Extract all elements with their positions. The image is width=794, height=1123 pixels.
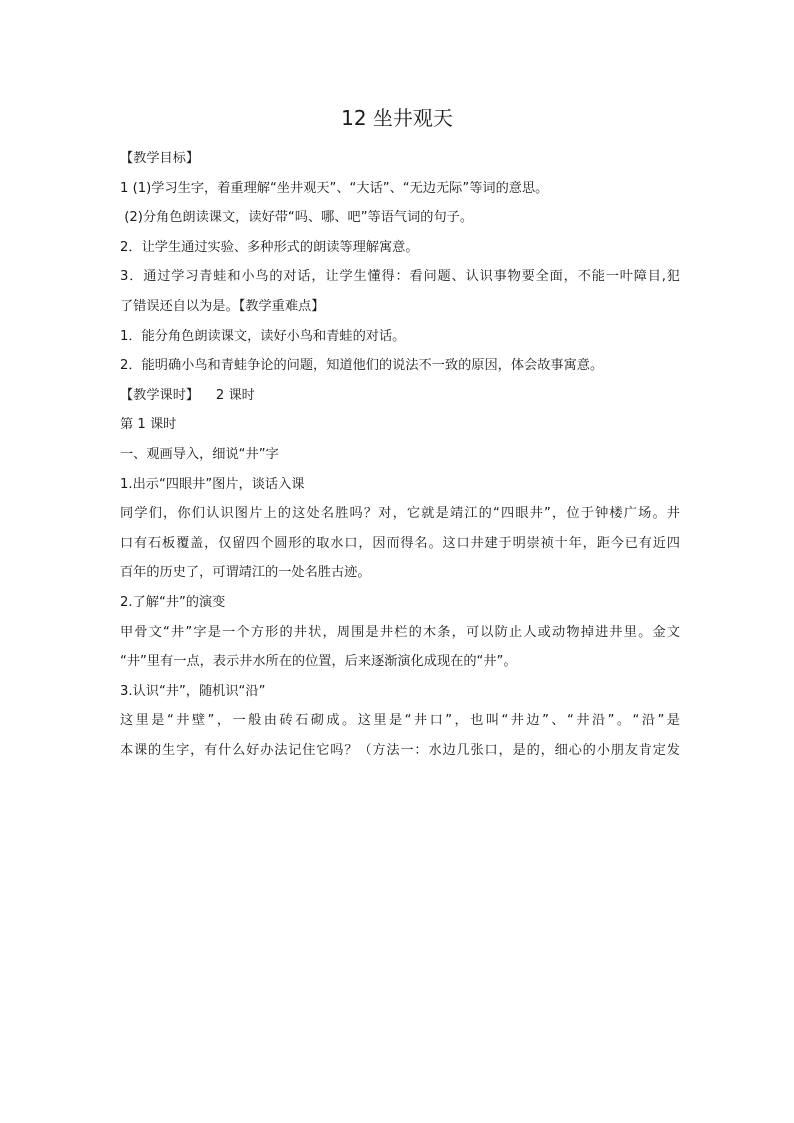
paragraph-3-line-2: 本课的生字，有什么好办法记住它吗？（方法一：水边几张口，是的，细心的小朋友肯定发: [120, 742, 680, 758]
period-heading: 第 1 课时: [120, 417, 177, 433]
paragraph-1-line-2: 口有石板覆盖，仅留四个圆形的取水口，因而得名。这口井建于明崇祯十年，距今已有近四: [120, 535, 680, 551]
paragraph-1-line-3: 百年的历史了，可谓靖江的一处名胜古迹。: [120, 565, 371, 581]
objective-1-2: (2)分角色朗读课文，读好带“吗、哪、吧”等语气词的句子。: [120, 210, 474, 226]
lesson-title: 12 坐井观天: [341, 106, 453, 130]
key-point-1: 1．能分角色朗读课文，读好小鸟和青蛙的对话。: [120, 328, 406, 344]
step-1-1-heading: 1.出示“四眼井”图片，谈话入课: [120, 476, 305, 492]
class-hours: 【教学课时】 2 课时: [120, 387, 255, 403]
key-point-2: 2．能明确小鸟和青蛙争论的问题，知道他们的说法不一致的原因，体会故事寓意。: [120, 358, 604, 374]
objective-1-1: 1 (1)学习生字，着重理解“坐井观天”、“大话”、“无边无际”等词的意思。: [120, 180, 549, 196]
step-1-heading: 一、观画导入，细说“井”字: [120, 446, 279, 462]
lesson-body: [120, 144, 680, 765]
paragraph-1-line-1: 同学们，你们认识图片上的这处名胜吗？对，它就是靖江的“四眼井”，位于钟楼广场。井: [120, 506, 680, 522]
paragraph-3-line-1: 这里是“井壁”，一般由砖石砌成。这里是“井口”，也叫“井边”、“井沿”。“沿”是: [120, 713, 680, 729]
section-heading-objectives: 【教学目标】: [120, 151, 200, 166]
paragraph-2-line-1: 甲骨文“井”字是一个方形的井状，周围是井栏的木条，可以防止人或动物掉进井里。金文: [120, 624, 680, 640]
step-1-3-heading: 3.认识“井”，随机识“沿”: [120, 683, 266, 699]
objective-2: 2．让学生通过实验、多种形式的朗读等理解寓意。: [120, 239, 419, 255]
objective-3-continued: 了错误还自以为是。【教学重难点】: [120, 298, 325, 314]
paragraph-2-line-2: “井”里有一点，表示井水所在的位置，后来逐渐演化成现在的“井”。: [120, 654, 517, 670]
objective-3: 3．通过学习青蛙和小鸟的对话，让学生懂得：看问题、认识事物要全面，不能一叶障目,犯: [120, 269, 680, 285]
step-1-2-heading: 2.了解“井”的演变: [120, 594, 226, 610]
